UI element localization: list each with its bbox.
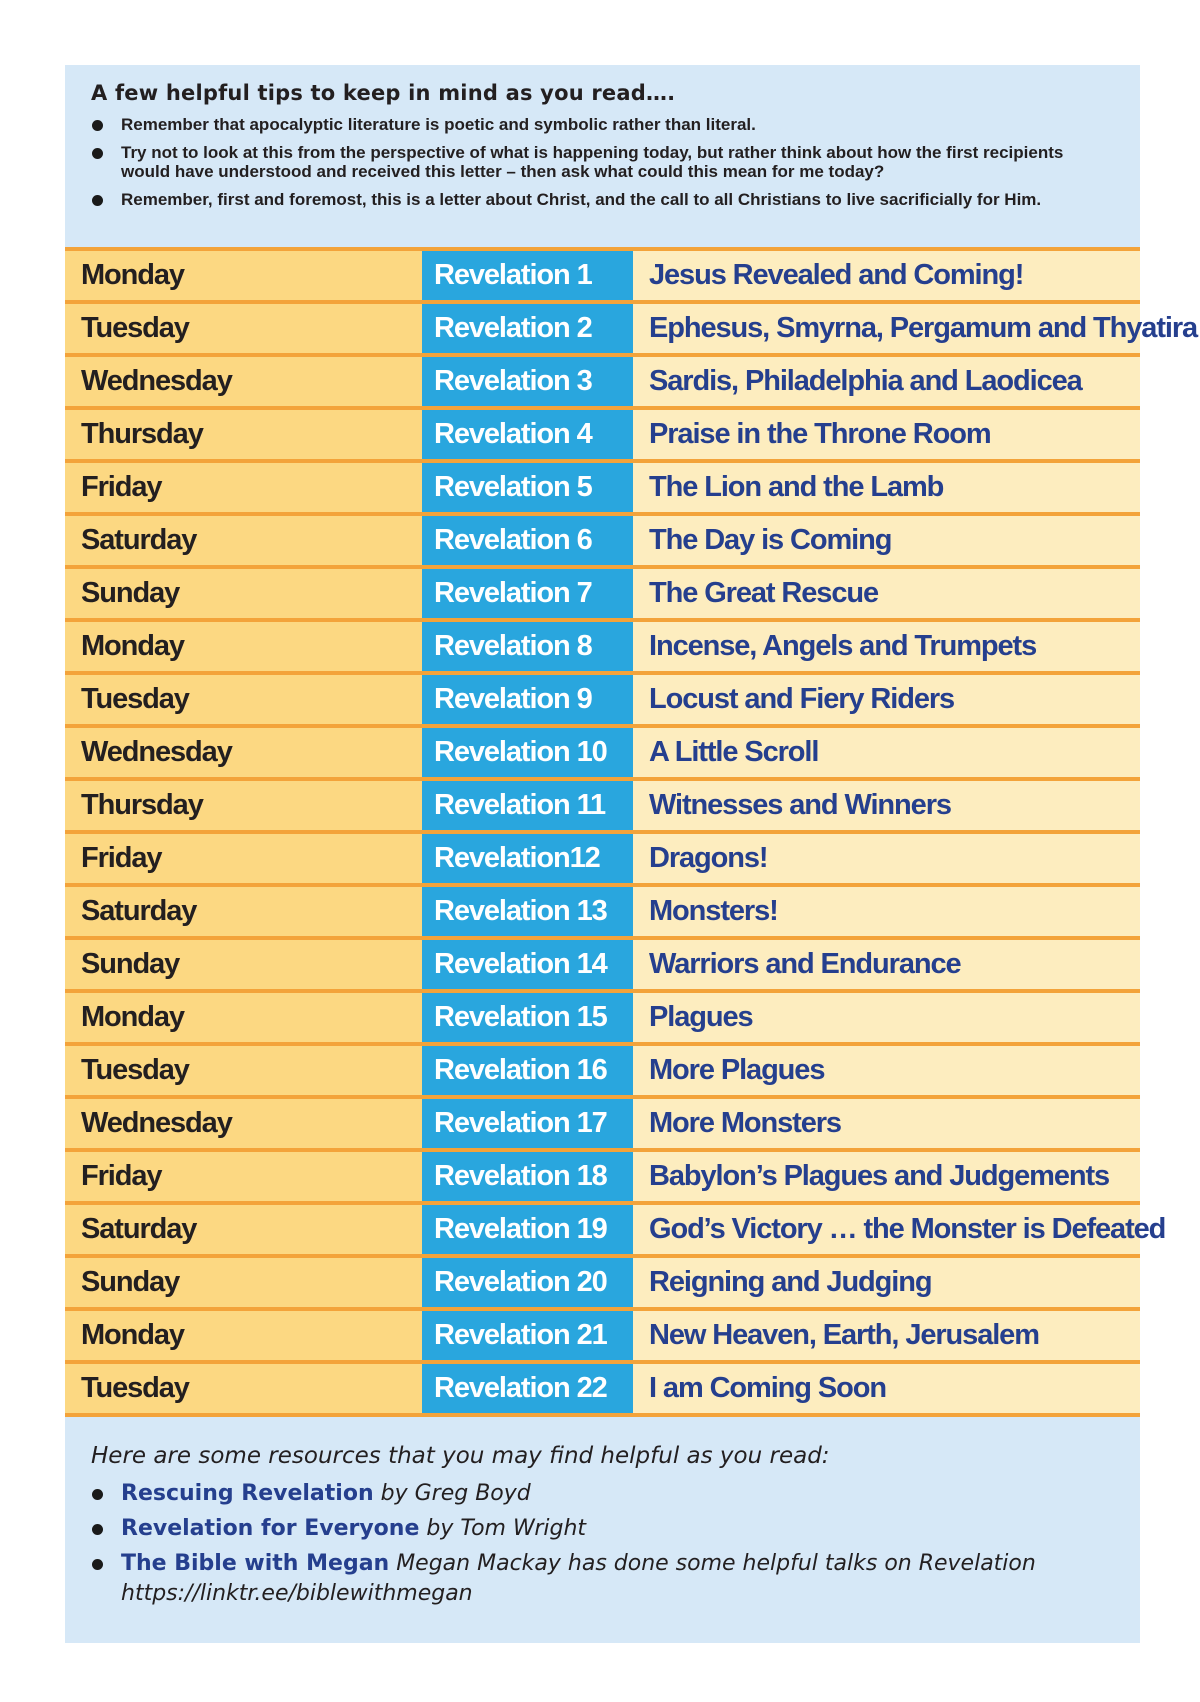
title-cell: A Little Scroll bbox=[633, 726, 1140, 779]
day-cell: Friday bbox=[65, 832, 422, 885]
title-cell: I am Coming Soon bbox=[633, 1362, 1140, 1415]
schedule-row bbox=[65, 1362, 1140, 1415]
reading-cell: Revelation 1 bbox=[422, 249, 633, 302]
title-cell: New Heaven, Earth, Jerusalem bbox=[633, 1309, 1140, 1362]
reading-cell: Revelation 13 bbox=[422, 885, 633, 938]
title-cell: Locust and Fiery Riders bbox=[633, 673, 1140, 726]
resource-item bbox=[91, 1479, 1114, 1509]
reading-cell: Revelation 19 bbox=[422, 1203, 633, 1256]
schedule-row bbox=[65, 991, 1140, 1044]
day-cell: Tuesday bbox=[65, 1044, 422, 1097]
bullet-dot-icon bbox=[92, 1489, 103, 1500]
day-cell: Monday bbox=[65, 991, 422, 1044]
resource-title[interactable]: Rescuing Revelation bbox=[121, 1481, 374, 1506]
tip-item bbox=[91, 190, 1114, 209]
day-cell: Wednesday bbox=[65, 1097, 422, 1150]
resources-list bbox=[91, 1479, 1114, 1609]
tips-panel bbox=[65, 65, 1140, 247]
day-cell: Monday bbox=[65, 620, 422, 673]
day-cell: Friday bbox=[65, 461, 422, 514]
title-cell: Reigning and Judging bbox=[633, 1256, 1140, 1309]
resources-intro: Here are some resources that you may find helpful as you read: bbox=[91, 1443, 830, 1469]
bullet-dot-icon bbox=[92, 1559, 103, 1570]
reading-cell: Revelation 22 bbox=[422, 1362, 633, 1415]
schedule-row bbox=[65, 1256, 1140, 1309]
day-cell: Wednesday bbox=[65, 726, 422, 779]
reading-cell: Revelation 21 bbox=[422, 1309, 633, 1362]
tip-item bbox=[91, 143, 1114, 181]
day-cell: Tuesday bbox=[65, 1362, 422, 1415]
schedule-row bbox=[65, 1044, 1140, 1097]
schedule-row bbox=[65, 1097, 1140, 1150]
title-cell: More Plagues bbox=[633, 1044, 1140, 1097]
day-cell: Sunday bbox=[65, 567, 422, 620]
day-cell: Saturday bbox=[65, 885, 422, 938]
title-cell: Ephesus, Smyrna, Pergamum and Thyatira bbox=[633, 302, 1140, 355]
day-cell: Sunday bbox=[65, 938, 422, 991]
schedule-row bbox=[65, 249, 1140, 302]
reading-cell: Revelation 9 bbox=[422, 673, 633, 726]
day-cell: Sunday bbox=[65, 1256, 422, 1309]
resource-description: by Tom Wright bbox=[426, 1516, 587, 1541]
day-cell: Tuesday bbox=[65, 302, 422, 355]
title-cell: Warriors and Endurance bbox=[633, 938, 1140, 991]
resources-panel bbox=[65, 1417, 1140, 1643]
schedule-row bbox=[65, 832, 1140, 885]
resource-description: by Greg Boyd bbox=[380, 1481, 531, 1506]
resource-item bbox=[91, 1514, 1114, 1544]
schedule-row bbox=[65, 1150, 1140, 1203]
resource-title[interactable]: Revelation for Everyone bbox=[121, 1516, 420, 1541]
title-cell: The Lion and the Lamb bbox=[633, 461, 1140, 514]
bullet-dot-icon bbox=[92, 120, 103, 131]
bullet-dot-icon bbox=[92, 1524, 103, 1535]
title-cell: More Monsters bbox=[633, 1097, 1140, 1150]
title-cell: The Day is Coming bbox=[633, 514, 1140, 567]
reading-plan-sheet bbox=[65, 65, 1198, 1643]
tip-text: Try not to look at this from the perspective of what is happening today, but rather think about how the first recipients would have understood and received this letter – then ask what could this mean for me today? bbox=[121, 143, 1064, 181]
title-cell: Sardis, Philadelphia and Laodicea bbox=[633, 355, 1140, 408]
schedule-row bbox=[65, 726, 1140, 779]
resource-description: Megan Mackay has done some helpful talks on Revelation bbox=[396, 1551, 1036, 1576]
bullet-dot-icon bbox=[92, 195, 103, 206]
reading-cell: Revelation 11 bbox=[422, 779, 633, 832]
resource-link[interactable]: https://linktr.ee/biblewithmegan bbox=[121, 1581, 473, 1606]
schedule-row bbox=[65, 1309, 1140, 1362]
day-cell: Thursday bbox=[65, 408, 422, 461]
title-cell: Dragons! bbox=[633, 832, 1140, 885]
day-cell: Thursday bbox=[65, 779, 422, 832]
schedule-row bbox=[65, 461, 1140, 514]
day-cell: Saturday bbox=[65, 1203, 422, 1256]
day-cell: Wednesday bbox=[65, 355, 422, 408]
reading-cell: Revelation 16 bbox=[422, 1044, 633, 1097]
tips-heading: A few helpful tips to keep in mind as you read…. bbox=[91, 81, 676, 105]
schedule-row bbox=[65, 885, 1140, 938]
schedule-row bbox=[65, 408, 1140, 461]
day-cell: Monday bbox=[65, 249, 422, 302]
resource-item bbox=[91, 1549, 1114, 1609]
reading-schedule-table bbox=[65, 247, 1198, 1417]
title-cell: Monsters! bbox=[633, 885, 1140, 938]
reading-cell: Revelation 20 bbox=[422, 1256, 633, 1309]
day-cell: Friday bbox=[65, 1150, 422, 1203]
reading-cell: Revelation 18 bbox=[422, 1150, 633, 1203]
tips-list bbox=[91, 115, 1114, 209]
title-cell: Plagues bbox=[633, 991, 1140, 1044]
reading-schedule-body bbox=[65, 249, 1198, 1415]
schedule-row bbox=[65, 673, 1140, 726]
schedule-row bbox=[65, 620, 1140, 673]
tip-text: Remember, first and foremost, this is a letter about Christ, and the call to all Christians to live sacrificially for Him. bbox=[121, 190, 1042, 209]
reading-cell: Revelation 7 bbox=[422, 567, 633, 620]
reading-cell: Revelation 8 bbox=[422, 620, 633, 673]
title-cell: Praise in the Throne Room bbox=[633, 408, 1140, 461]
schedule-row bbox=[65, 938, 1140, 991]
schedule-row bbox=[65, 355, 1140, 408]
title-cell: God’s Victory … the Monster is Defeated bbox=[633, 1203, 1140, 1256]
day-cell: Tuesday bbox=[65, 673, 422, 726]
reading-cell: Revelation 5 bbox=[422, 461, 633, 514]
schedule-row bbox=[65, 514, 1140, 567]
tip-text: Remember that apocalyptic literature is poetic and symbolic rather than literal. bbox=[121, 115, 756, 134]
bullet-dot-icon bbox=[92, 148, 103, 159]
tip-item bbox=[91, 115, 1114, 134]
reading-cell: Revelation 4 bbox=[422, 408, 633, 461]
day-cell: Monday bbox=[65, 1309, 422, 1362]
reading-cell: Revelation 14 bbox=[422, 938, 633, 991]
title-cell: Jesus Revealed and Coming! bbox=[633, 249, 1140, 302]
title-cell: The Great Rescue bbox=[633, 567, 1140, 620]
day-cell: Saturday bbox=[65, 514, 422, 567]
reading-cell: Revelation12 bbox=[422, 832, 633, 885]
reading-cell: Revelation 10 bbox=[422, 726, 633, 779]
title-cell: Babylon’s Plagues and Judgements bbox=[633, 1150, 1140, 1203]
reading-cell: Revelation 2 bbox=[422, 302, 633, 355]
schedule-row bbox=[65, 302, 1140, 355]
schedule-row bbox=[65, 779, 1140, 832]
schedule-row bbox=[65, 567, 1140, 620]
title-cell: Witnesses and Winners bbox=[633, 779, 1140, 832]
reading-cell: Revelation 3 bbox=[422, 355, 633, 408]
resource-title[interactable]: The Bible with Megan bbox=[121, 1551, 390, 1576]
schedule-row bbox=[65, 1203, 1140, 1256]
reading-cell: Revelation 17 bbox=[422, 1097, 633, 1150]
title-cell: Incense, Angels and Trumpets bbox=[633, 620, 1140, 673]
reading-cell: Revelation 15 bbox=[422, 991, 633, 1044]
reading-cell: Revelation 6 bbox=[422, 514, 633, 567]
